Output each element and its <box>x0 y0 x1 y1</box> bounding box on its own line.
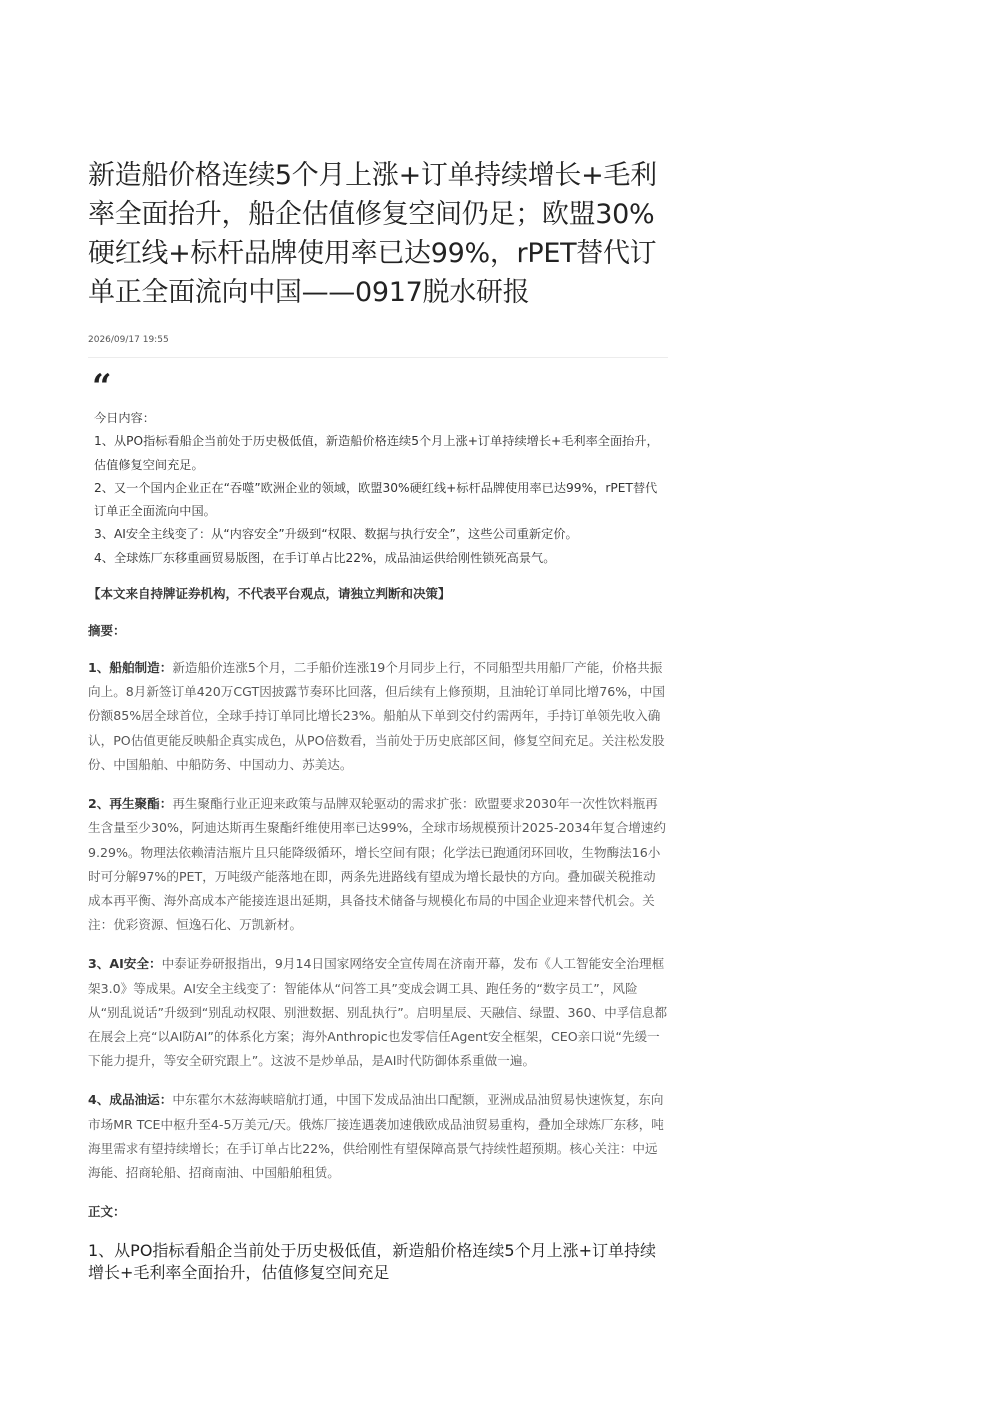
abstract-label: 摘要： <box>88 623 126 639</box>
abstract-paragraph <box>88 792 668 937</box>
abstract-paragraph <box>88 656 668 777</box>
summary-block <box>88 367 668 570</box>
article-title: 新造船价格连续5个月上涨+订单持续增长+毛利率全面抬升，船企估值修复空间仍足；欧盟30%硬红线+标杆品牌使用率已达99%，rPET替代订单正全面流向中国——0917脱水研报 <box>88 160 657 308</box>
paragraph-lead: 1、船舶制造： <box>88 660 173 676</box>
section-heading: 1、从PO指标看船企当前处于历史极低值，新造船价格连续5个月上涨+订单持续增长+毛利率全面抬升，估值修复空间充足 <box>88 1241 657 1283</box>
quote-icon: “ <box>92 367 108 407</box>
publish-date: 2026/09/17 19:55 <box>88 335 169 345</box>
paragraph-text: 中东霍尔木兹海峡暗航打通，中国下发成品油出口配额，亚洲成品油贸易快速恢复，东向市场MR TCE中枢升至4-5万美元/天。俄炼厂接连遇袭加速俄欧成品油贸易重构，叠加全球炼厂东移，吨海里需求有望持续增长；在手订单占比22%，供给刚性有望保障高景气持续性超预期。核心关注：中远海能、招商轮船、招商南油、中国船舶租赁。 <box>88 1092 664 1180</box>
abstract-paragraph <box>88 1088 668 1185</box>
paragraph-text: 再生聚酯行业正迎来政策与品牌双轮驱动的需求扩张：欧盟要求2030年一次性饮料瓶再生含量至少30%，阿迪达斯再生聚酯纤维使用率已达99%，全球市场规模预计2025-2034年复合增速约9.29%。物理法依赖清洁瓶片且只能降级循环，增长空间有限；化学法已跑通闭环回收，生物酶法16小时可分解97%的PET，万吨级产能落地在即，两条先进路线有望成为增长最快的方向。叠加碳关税推动成本再平衡、海外高成本产能接连退出延期，具备技术储备与规模化布局的中国企业迎来替代机会。关注：优彩资源、恒逸石化、万凯新材。 <box>88 796 667 933</box>
paragraph-lead: 3、AI安全： <box>88 956 162 972</box>
abstract-paragraph <box>88 952 668 1073</box>
summary-list <box>94 407 668 570</box>
divider <box>88 357 668 358</box>
summary-item: 3、AI安全主线变了：从“内容安全”升级到“权限、数据与执行安全”，这些公司重新定价。 <box>94 527 578 542</box>
summary-item: 2、又一个国内企业正在“吞噬”欧洲企业的领域，欧盟30%硬红线+标杆品牌使用率已达99%，rPET替代订单正全面流向中国。 <box>94 480 658 519</box>
paragraph-text: 中泰证券研报指出，9月14日国家网络安全宣传周在济南开幕，发布《人工智能安全治理框架3.0》等成果。AI安全主线变了：智能体从“问答工具”变成会调工具、跑任务的“数字员工”，风险从“别乱说话”升级到“别乱动权限、别泄数据、别乱执行”。启明星辰、天融信、绿盟、360、中孚信息都在展会上亮“以AI防AI”的体系化方案；海外Anthropic也发零信任Agent安全框架，CEO亲口说“先缓一下能力提升，等安全研究跟上”。这波不是炒单品，是AI时代防御体系重做一遍。 <box>88 956 668 1069</box>
disclaimer: 【本文来自持牌证券机构，不代表平台观点，请独立判断和决策】 <box>88 586 451 602</box>
article <box>88 156 668 1284</box>
summary-heading: 今日内容： <box>94 411 155 425</box>
body-label: 正文： <box>88 1204 126 1220</box>
paragraph-lead: 2、再生聚酯： <box>88 796 173 812</box>
paragraph-text: 新造船价连涨5个月，二手船价连涨19个月同步上行，不同船型共用船厂产能，价格共振向上。8月新签订单420万CGT因披露节奏环比回落，但后续有上修预期，且油轮订单同比增76%，中国份额85%居全球首位，全球手持订单同比增长23%。船舶从下单到交付约需两年，手持订单领先收入确认，PO估值更能反映船企真实成色，从PO倍数看，当前处于历史底部区间，修复空间充足。关注松发股份、中国船舶、中船防务、中国动力、苏美达。 <box>88 660 665 772</box>
summary-item: 4、全球炼厂东移重画贸易版图，在手订单占比22%，成品油运供给刚性锁死高景气。 <box>94 550 556 565</box>
paragraph-lead: 4、成品油运： <box>88 1092 173 1108</box>
summary-item: 1、从PO指标看船企当前处于历史极低值，新造船价格连续5个月上涨+订单持续增长+毛利率全面抬升，估值修复空间充足。 <box>94 434 659 472</box>
